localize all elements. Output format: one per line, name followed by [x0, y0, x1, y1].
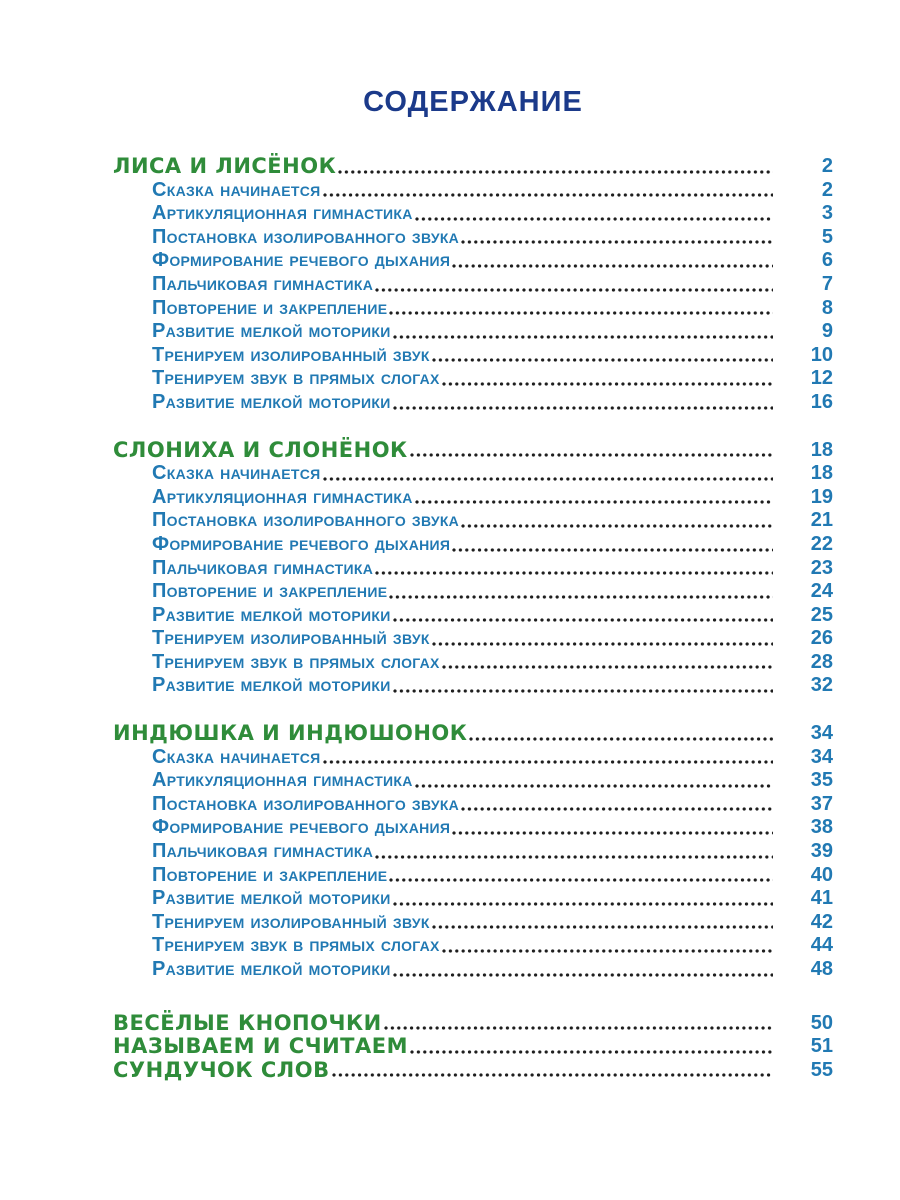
toc-entry-row	[113, 226, 833, 250]
page-number: 23	[810, 556, 833, 579]
page-number: 26	[810, 627, 833, 650]
toc-entry-row	[113, 486, 833, 510]
entry-label: Артикуляционная гимнастика	[152, 485, 413, 508]
toc-entry-row	[113, 816, 833, 840]
toc-entry-row	[113, 249, 833, 273]
entry-label: Развитие мелкой моторики	[152, 674, 391, 697]
entry-label: Артикуляционная гимнастика	[152, 769, 413, 792]
page-number: 2	[821, 155, 833, 177]
entry-label: Повторение и закрепление	[152, 863, 388, 886]
entry-label: Тренируем изолированный звук	[152, 910, 430, 933]
toc-entry-row	[113, 580, 833, 604]
page-number: 12	[810, 367, 833, 390]
page-number: 8	[821, 296, 833, 319]
page-number: 48	[810, 958, 833, 980]
page-number: 6	[821, 249, 833, 272]
page-number: 42	[810, 910, 833, 933]
dot-leader	[415, 784, 773, 788]
dot-leader	[393, 902, 773, 906]
toc-entry-row	[113, 179, 833, 203]
page-number: 22	[810, 532, 833, 555]
toc-entry-row	[113, 746, 833, 770]
footer-entry-label: НАЗЫВАЕМ И СЧИТАЕМ	[113, 1034, 408, 1059]
dot-leader	[452, 264, 773, 268]
toc-entry-row	[113, 934, 833, 958]
toc-footer-row	[113, 1012, 833, 1036]
toc-entry-row	[113, 769, 833, 793]
dot-leader	[375, 855, 773, 859]
entry-label: Пальчиковая гимнастика	[152, 556, 374, 579]
entry-label: Постановка изолированного звука	[152, 509, 460, 532]
toc-list	[113, 155, 833, 982]
dot-leader	[415, 500, 773, 504]
toc-section	[113, 439, 833, 699]
entry-label: Формирование речевого дыхания	[152, 249, 451, 272]
entry-label: Тренируем звук в прямых слогах	[152, 650, 440, 673]
entry-label: Пальчиковая гимнастика	[152, 840, 374, 863]
entry-label: Сказка начинается	[152, 462, 321, 485]
dot-leader	[384, 1026, 773, 1030]
entry-label: Повторение и закрепление	[152, 580, 388, 603]
dot-leader	[469, 737, 773, 741]
page-number: 38	[810, 816, 833, 839]
entry-label: Формирование речевого дыхания	[152, 532, 451, 555]
toc-entry-row	[113, 793, 833, 817]
section-title: СЛОНИХА И СЛОНЁНОК	[113, 437, 408, 462]
dot-leader	[410, 1050, 773, 1054]
page-number: 3	[821, 202, 833, 225]
toc-entry-row	[113, 627, 833, 651]
page-number: 44	[810, 934, 833, 957]
toc-entry-row	[113, 344, 833, 368]
footer-entry-label: СУНДУЧОК СЛОВ	[113, 1057, 330, 1082]
dot-leader	[323, 477, 773, 481]
toc-entry-row	[113, 840, 833, 864]
toc-entry-row	[113, 651, 833, 675]
entry-label: Артикуляционная гимнастика	[152, 202, 413, 225]
entry-label: Постановка изолированного звука	[152, 225, 460, 248]
dot-leader	[375, 288, 773, 292]
page-title: СОДЕРЖАНИЕ	[363, 86, 583, 118]
page-number: 25	[810, 603, 833, 626]
toc-entry-row	[113, 557, 833, 581]
section-heading-row	[113, 439, 833, 463]
page-number: 34	[810, 722, 833, 745]
toc-entry-row	[113, 462, 833, 486]
section-items	[113, 462, 833, 698]
page-number: 34	[810, 745, 833, 768]
toc-entry-row	[113, 297, 833, 321]
dot-leader	[415, 217, 773, 221]
dot-leader	[452, 831, 773, 835]
entry-label: Развитие мелкой моторики	[152, 390, 391, 413]
dot-leader	[452, 548, 773, 552]
dot-leader	[323, 760, 773, 764]
entry-label: Постановка изолированного звука	[152, 792, 460, 815]
dot-leader	[393, 689, 773, 693]
dot-leader	[461, 240, 773, 244]
dot-leader	[410, 453, 773, 457]
page-number: 41	[810, 887, 833, 910]
entry-label: Сказка начинается	[152, 178, 321, 201]
dot-leader	[432, 925, 773, 929]
toc-entry-row	[113, 273, 833, 297]
section-heading-row	[113, 155, 833, 179]
page-number: 55	[810, 1058, 833, 1081]
page-number: 35	[810, 769, 833, 792]
page-number: 5	[821, 225, 833, 248]
entry-label: Развитие мелкой моторики	[152, 603, 391, 626]
entry-label: Развитие мелкой моторики	[152, 887, 391, 910]
dot-leader	[442, 665, 773, 669]
toc-entry-row	[113, 911, 833, 935]
dot-leader	[461, 524, 773, 528]
footer-entry-label: ВЕСЁЛЫЕ КНОПОЧКИ	[113, 1010, 382, 1035]
entry-label: Сказка начинается	[152, 745, 321, 768]
toc-entry-row	[113, 533, 833, 557]
toc-entry-row	[113, 674, 833, 698]
section-items	[113, 746, 833, 982]
dot-leader	[389, 878, 773, 882]
toc-entry-row	[113, 367, 833, 391]
entry-label: Тренируем звук в прямых слогах	[152, 934, 440, 957]
toc-footer-row	[113, 1035, 833, 1059]
page-number: 37	[810, 792, 833, 815]
dot-leader	[393, 406, 773, 410]
toc-entry-row	[113, 320, 833, 344]
entry-label: Формирование речевого дыхания	[152, 816, 451, 839]
dot-leader	[389, 311, 773, 315]
page-number: 50	[810, 1011, 833, 1034]
toc-section	[113, 155, 833, 415]
page-number: 18	[810, 438, 833, 461]
dot-leader	[332, 1073, 773, 1077]
section-items	[113, 179, 833, 415]
entry-label: Пальчиковая гимнастика	[152, 272, 374, 295]
page-number: 7	[821, 272, 833, 295]
dot-leader	[461, 807, 773, 811]
toc-entry-row	[113, 509, 833, 533]
page-number: 18	[810, 462, 833, 485]
dot-leader	[338, 170, 773, 174]
toc-footer-list	[113, 1012, 833, 1083]
page-number: 40	[810, 863, 833, 886]
entry-label: Тренируем изолированный звук	[152, 343, 430, 366]
toc-entry-row	[113, 864, 833, 888]
page-number: 32	[810, 674, 833, 697]
toc-footer-row	[113, 1059, 833, 1083]
page-number: 28	[810, 650, 833, 673]
page-number: 2	[821, 178, 833, 201]
toc-entry-row	[113, 958, 833, 982]
toc-section	[113, 722, 833, 982]
page-number: 51	[810, 1035, 833, 1058]
toc-entry-row	[113, 604, 833, 628]
dot-leader	[432, 358, 773, 362]
page-number: 16	[810, 390, 833, 413]
dot-leader	[442, 382, 773, 386]
dot-leader	[393, 335, 773, 339]
section-heading-row	[113, 722, 833, 746]
dot-leader	[393, 973, 773, 977]
entry-label: Тренируем звук в прямых слогах	[152, 367, 440, 390]
page-number: 21	[810, 509, 833, 532]
section-title: ИНДЮШКА И ИНДЮШОНОК	[113, 721, 468, 746]
dot-leader	[323, 193, 773, 197]
dot-leader	[442, 949, 773, 953]
page-number: 24	[810, 580, 833, 603]
toc-entry-row	[113, 887, 833, 911]
section-title: ЛИСА И ЛИСЁНОК	[113, 154, 337, 178]
entry-label: Развитие мелкой моторики	[152, 320, 391, 343]
dot-leader	[389, 595, 773, 599]
page-number: 19	[810, 485, 833, 508]
entry-label: Развитие мелкой моторики	[152, 958, 391, 980]
page-number: 9	[821, 320, 833, 343]
page-number: 10	[810, 343, 833, 366]
dot-leader	[393, 618, 773, 622]
toc-entry-row	[113, 202, 833, 226]
toc-entry-row	[113, 391, 833, 415]
page-number: 39	[810, 840, 833, 863]
dot-leader	[375, 571, 773, 575]
entry-label: Повторение и закрепление	[152, 296, 388, 319]
entry-label: Тренируем изолированный звук	[152, 627, 430, 650]
dot-leader	[432, 642, 773, 646]
